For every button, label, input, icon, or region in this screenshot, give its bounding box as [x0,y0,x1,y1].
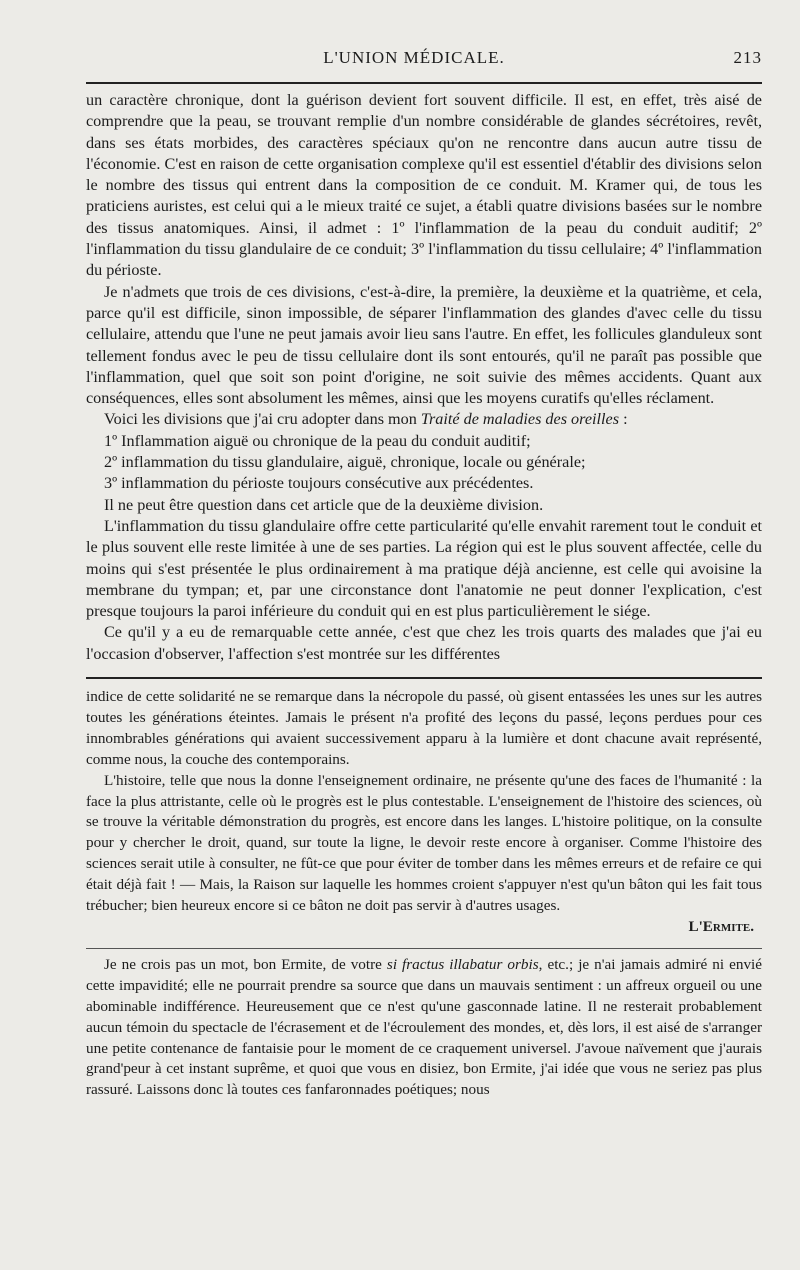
separator [86,948,762,949]
paragraph-text: Je ne crois pas un mot, bon Ermite, de votre [104,955,387,973]
journal-title: L'UNION MÉDICALE. [323,48,505,67]
paragraph-text: : [619,410,628,429]
feuilleton [86,687,762,1101]
list-item: 2º inflammation du tissu glandulaire, aiguë, chronique, locale ou générale; [104,453,586,472]
feuilleton-rule [86,677,762,679]
book-title: Traité de maladies des oreilles [420,410,620,429]
paragraph: L'inflammation du tissu glandulaire offre cette particularité qu'elle envahit rarement tout le conduit et le plus souvent elle reste limitée à une de ses parties. La région qui est le plus souvent affectée, celle du moins qui s'est présentée le plus ordinairement à ma pratique déjà ancienne, est celle qui avoisine la membrane du tympan; et, par une circonstance dont l'anatomie ne peut donner l'explication, c'est presque toujours la paroi inférieure du conduit qui en est plus particulièrement le siége. [86,516,762,621]
paragraph: indice de cette solidarité ne se remarque dans la nécropole du passé, où gisent entassées les unes sur les autres toutes les générations éteintes. Jamais le présent n'a profité des leçons du passé, leçons perdues pour ces innombrables générations qui avaient successivement apparu à la lumière et dont chacune avait représenté, comme nous, la couche des contemporains. [86,688,762,768]
paragraph: Je n'admets que trois de ces divisions, c'est-à-dire, la première, la deuxième et la quatrième, et cela, parce qu'il est difficile, sinon impossible, de séparer l'inflammation des glandes d'avec celle du tissu cellulaire, attendu que l'une ne peut jamais avoir lieu sans l'autre. En effet, les follicules glanduleux sont tellement fondus avec le peu de tissu cellulaire dont ils sont entourés, qu'il ne paraît pas possible que l'inflammation, quel que soit son point d'origine, ne soit suivie des mêmes accidents. Quant aux conséquences, elles sont absolument les mêmes, ainsi que les moyens curatifs qu'elles réclament. [86,282,762,408]
header-rule [86,82,762,84]
list-item: 1º Inflammation aiguë ou chronique de la peau du conduit auditif; [104,431,531,450]
page-number: 213 [733,48,762,67]
main-article [86,90,762,665]
paragraph: un caractère chronique, dont la guérison devient fort souvent difficile. Il est, en effet, très aisé de comprendre que la peau, se trouvant remplie d'un nombre considérable de glandes sécrétoires, revêt, dans ses états morbides, des caractères spéciaux qu'on ne rencontre dans aucun autre tissu de l'économie. C'est en raison de cette organisation complexe qu'il est essentiel d'établir des divisions selon le nombre des tissus qui entrent dans la composition de ce conduit. M. Kramer qui, de tous les praticiens auristes, est celui qui a le mieux traité ce sujet, a établi quatre divisions basées sur le nombre des tissus anatomiques. Ainsi, il admet : 1º l'inflammation de la peau du conduit auditif; 2º l'inflammation du tissu glandulaire de ce conduit; 3º l'inflammation du tissu cellulaire; 4º l'inflammation du périoste. [86,91,762,280]
paragraph-text: Voici les divisions que j'ai cru adopter dans mon [104,410,421,429]
list-item: 3º inflammation du périoste toujours consécutive aux précédentes. [104,474,534,493]
paragraph: Il ne peut être question dans cet article que de la deuxième division. [104,495,544,514]
paragraph [86,409,762,430]
paragraph-text: , etc.; je n'ai jamais admiré ni envié cette impavidité; elle ne pourrait prendre sa source que dans un mauvais sentiment : un affreux orgueil ou une abominable indifférence. Heureusement que ce n'est qu'une gasconnade latine. Il ne resterait probablement aucun témoin du spectacle de l'écrasement et de l'écroulement des mondes, et, dès lors, il est aisé de s'arranger une petite contenance de fantaisie pour le moment de ce craquement universel. J'avoue naïvement que j'aurais grand'peur à cet instant suprême, et quoi que vous en disiez, bon Ermite, j'ai idée que vous ne seriez pas plus rassuré. Laissons donc là toutes ces fanfaronnades poétiques; nous [86,955,763,1099]
paragraph: Ce qu'il y a eu de remarquable cette année, c'est que chez les trois quarts des malades que j'ai eu l'occasion d'observer, l'affection s'est montrée sur les différentes [86,623,762,663]
latin-quote: si fractus illabatur orbis [386,955,539,973]
paragraph [86,955,762,1101]
page-header [86,48,762,74]
paragraph: L'histoire, telle que nous la donne l'enseignement ordinaire, ne présente qu'une des faces de l'humanité : la face la plus attristante, celle où le progrès est le plus contestable. L'enseignement de l'histoire des sciences, où se trouve la véritable démonstration du progrès, est encore dans les langes. L'histoire politique, on la consulte pour y chercher le droit, quand, sur toute la ligne, le devoir reste encore à organiser. Comme l'histoire des sciences serait utile à consulter, ne fût-ce que pour éviter de tomber dans les mêmes erreurs et de refaire ce qui était déjà fait ! — Mais, la Raison sur laquelle les hommes croient s'appuyer n'est qu'un bâton qui les fait tous trébucher; bien heureux encore si ce bâton ne doit pas servir à d'autres usages. [86,771,762,915]
signature: L'Ermite. [688,917,754,935]
